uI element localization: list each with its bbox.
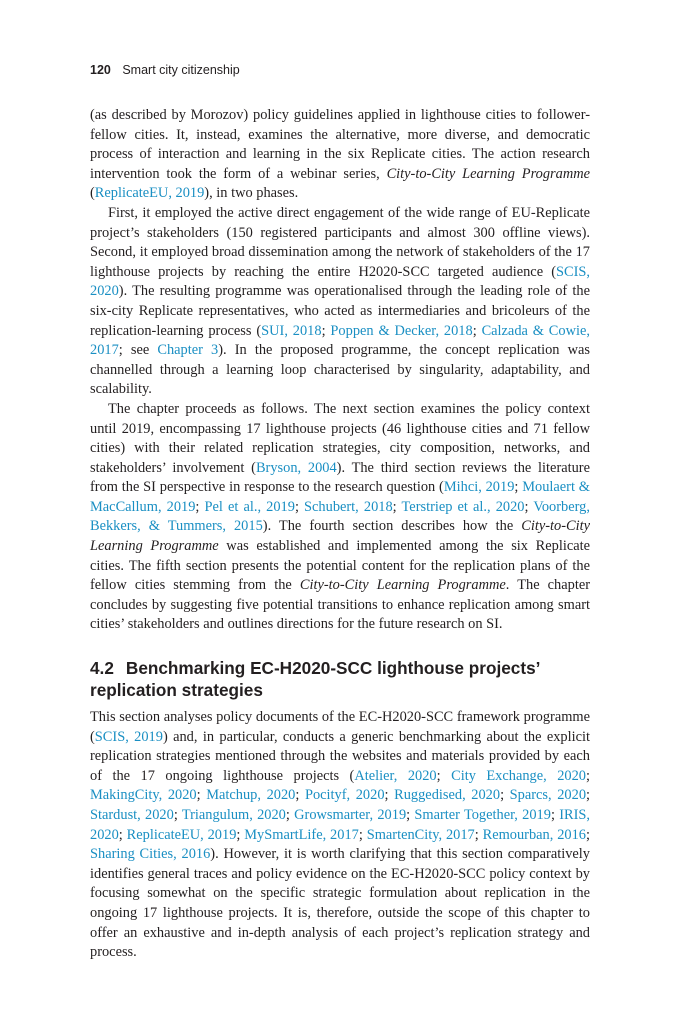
text-run: ; [436,767,452,784]
italic-title: City-to-City Learning Programme [386,165,590,182]
citation-link[interactable]: SmartenCity, 2017 [366,826,475,843]
citation-link[interactable]: Poppen & Decker, 2018 [330,322,473,339]
citation-link[interactable]: Growsmarter, 2019 [294,807,407,823]
text-run: ; [118,826,127,843]
paragraph-section-intro [90,708,590,963]
citation-link[interactable]: SCIS, 2020 [90,263,590,300]
text-run: ; [500,787,510,804]
citation-link[interactable]: Sparcs, 2020 [509,787,587,804]
citation-link[interactable]: Pel et al., 2019 [204,498,295,515]
text-run: ; [358,826,367,843]
text-run: ). The third section reviews the literature from the SI perspective in response to the research question ( [90,459,590,496]
citation-link[interactable]: Bryson, 2004 [255,459,337,476]
citation-link[interactable]: Calzada & Cowie, 2017 [90,322,590,359]
citation-link[interactable]: Sharing Cities, 2016 [90,846,211,863]
text-run: ; [295,787,305,804]
text-run: ; [392,498,402,515]
citation-link[interactable]: Atelier, 2020 [354,767,437,784]
text-run: . The chapter concludes by suggesting five potential transitions to enhance replication among smart cities’ stakeholders and outlines directions for the future research on SI. [90,577,591,633]
body-text [90,106,590,963]
text-run: ; [585,826,590,843]
italic-title: City-to-City Learning Programme [90,518,590,555]
citation-link[interactable]: ReplicateEU, 2019 [94,185,205,202]
citation-link[interactable]: IRIS, 2020 [90,807,591,843]
text-run: ; [586,787,591,804]
text-run: was established and implemented among the six Replicate cities. The fifth section presents the potential content for the replication plans of the fellow cities stemming from the [90,538,590,594]
paragraph-first-second [90,204,590,400]
text-run: ; [514,479,523,496]
citation-link[interactable]: Remourban, 2016 [482,826,586,843]
text-run: ). However, it is worth clarifying that this section comparatively identifies general traces and policy evidence on the EC-H2020-SCC policy context by focusing somewhat on the specific strategic formulation about replication in the ongoing 17 lighthouse projects. It is, therefore, outside the scope of this chapter to offer an exhaustive and in-depth analysis of each project’s replication strategy and process. [90,846,591,961]
text-run: ; [195,498,205,515]
citation-link[interactable]: Pocityf, 2020 [304,787,385,804]
citation-link[interactable]: ReplicateEU, 2019 [126,826,237,843]
text-run: ; [384,787,395,804]
text-run: ; [236,826,245,843]
text-run: ; [472,322,482,339]
citation-link[interactable]: City Exchange, 2020 [451,767,586,784]
citation-link[interactable]: Triangulum, 2020 [181,807,286,823]
text-run: ) and, in particular, conducts a generic benchmarking about the explicit replication strategies mentioned through the websites and materials provided by each of the 17 ongoing lighthouse projects ( [90,728,590,784]
text-run: ( [90,185,95,202]
text-run: ; [524,498,534,515]
citation-link[interactable]: Voorberg, Bekkers, & Tummers, 2015 [90,498,590,535]
text-run: ; [285,807,295,823]
section-number: 4.2 [90,658,114,679]
citation-link[interactable]: SUI, 2018 [261,322,322,339]
citation-link[interactable]: Smarter Together, 2019 [414,807,551,823]
text-run: ; [294,498,305,515]
text-run: The chapter proceeds as follows. The next section examines the policy context until 2019, encompassing 17 lighthouse projects (46 lighthouse cities and 71 fellow cities) with their related replication strategies, city composition, networks, and stakeholders’ involvement ( [90,400,590,476]
citation-link[interactable]: Stardust, 2020 [90,807,174,823]
paragraph-intro-continued [90,106,590,204]
page-number: 120 [90,63,111,77]
citation-link[interactable]: Moulaert & MacCallum, 2019 [90,479,590,515]
section-heading [90,657,590,701]
running-head-title: Smart city citizenship [122,63,240,77]
running-head [90,63,240,77]
text-run: ; [321,322,331,339]
citation-link[interactable]: Mihci, 2019 [443,479,515,496]
text-run: (as described by Morozov) policy guidelines applied in lighthouse cities to follower-fellow cities. It, instead, examines the alternative, more diverse, and democratic process of interaction and learning in the six Replicate cities. The action research intervention took the form of a webinar series, [90,107,590,182]
text-run: ; [173,807,182,823]
text-run: ; [196,787,207,804]
text-run: First, it employed the active direct engagement of the wide range of EU-Replicate project’s stakeholders (150 registered participants and almost 300 offline views). Second, it employed broad dissemination among the network of stakeholders of the 17 lighthouse projects by reaching the entire H2020-SCC targeted audience ( [90,204,590,280]
text-run: ), in two phases. [204,185,299,202]
text-run: ). In the proposed programme, the concept replication was channelled through a learning loop characterised by singularity, adaptability, and scalability. [90,342,590,398]
citation-link[interactable]: Schubert, 2018 [304,498,393,515]
text-run: ; see [118,342,158,359]
text-run: This section analyses policy documents of the EC-H2020-SCC framework programme ( [90,709,590,745]
paragraph-chapter-outline [90,400,590,635]
text-run: ; [586,767,590,784]
citation-link[interactable]: MySmartLife, 2017 [244,826,359,843]
text-run: ; [474,826,483,843]
text-run: ; [550,807,560,823]
text-run: ; [406,807,415,823]
citation-link[interactable]: Chapter 3 [157,342,219,359]
citation-link[interactable]: Terstriep et al., 2020 [401,498,525,515]
citation-link[interactable]: Matchup, 2020 [206,787,296,804]
text-run: ). The resulting programme was operationalised through the leading role of the six-city Replicate representatives, who acted as intermediaries and bricoleurs of the replication-learning process ( [90,283,590,339]
citation-link[interactable]: Ruggedised, 2020 [394,787,501,804]
citation-link[interactable]: MakingCity, 2020 [90,787,197,804]
text-run: ). The fourth section describes how the [262,518,522,535]
section-title: Benchmarking EC-H2020-SCC lighthouse projects’ replication strategies [90,658,540,701]
citation-link[interactable]: SCIS, 2019 [94,728,163,745]
italic-title: City-to-City Learning Programme [299,577,506,594]
